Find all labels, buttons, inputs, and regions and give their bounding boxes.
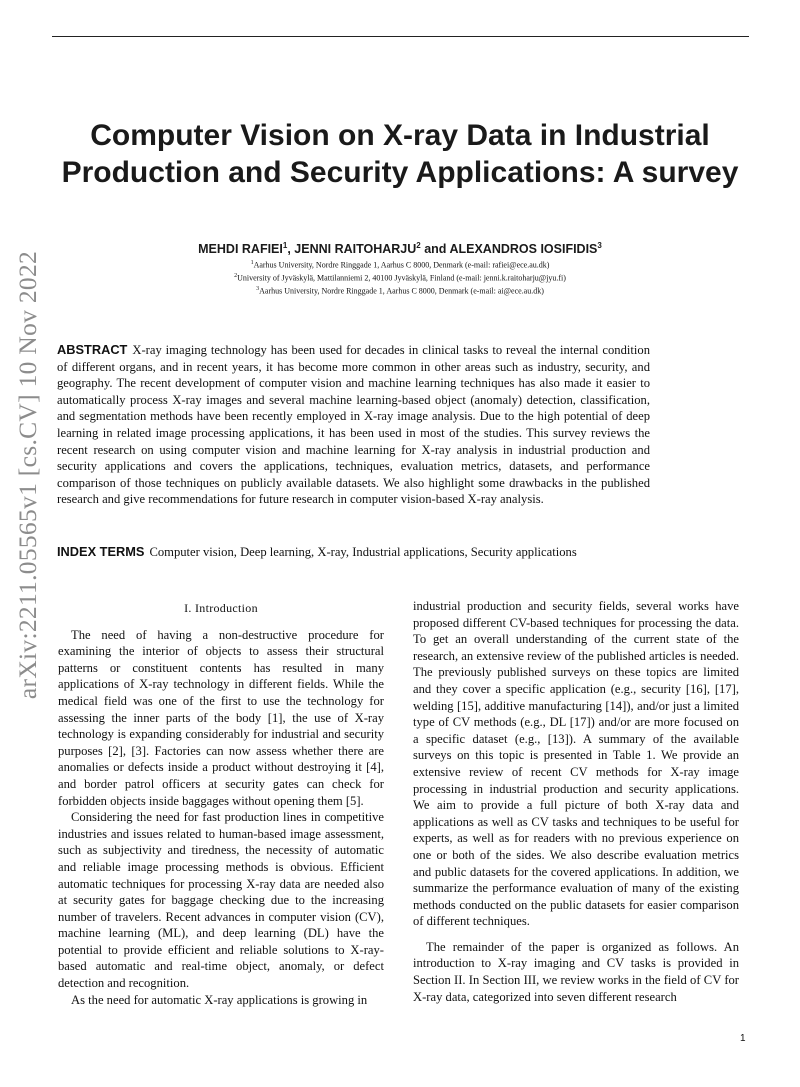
affiliation-text: Aarhus University, Nordre Ringgade 1, Aarhus C 8000, Denmark (e-mail: ai@ece.au.dk) (259, 286, 544, 296)
affiliation-text: University of Jyväskylä, Mattilanniemi 2, 40100 Jyväskylä, Finland (e-mail: jenni.k.raitoharju@jyu.fi) (237, 273, 566, 283)
author-separator: , (287, 242, 295, 257)
arxiv-stamp-text: arXiv:2211.05565v1 [cs.CV] 10 Nov 2022 (13, 250, 43, 700)
author-name: JENNI RAITOHARJU (294, 242, 417, 257)
author-affiliation-mark: 2 (416, 241, 421, 250)
affiliation-mark: 2 (234, 273, 238, 280)
affiliation-list (40, 258, 760, 297)
top-rule (52, 36, 749, 37)
abstract-text: X-ray imaging technology has been used for decades in clinical tasks to reveal the internal condition of different organs, and in recent years, it has become more common in other areas such as industry, security, and geography. The recent development of computer vision and machine learning techniques has also made it easier to automatically process X-ray images and several machine learning-based object (anomaly) detection, classification, and segmentation methods have been recently employed in X-ray image analysis. Due to the high potential of deep learning in related image processing applications, it has been used in most of the studies. This survey reviews the recent research on using computer vision and machine learning for X-ray analysis in industrial production and security applications and covers the applications, techniques, evaluation metrics, datasets, and performance comparison of those techniques on publicly available datasets. We also highlight some drawbacks in the published research and give recommendations for future research in computer vision-based X-ray analysis. (57, 343, 650, 507)
paragraph: Considering the need for fast production lines in competitive industries and issues related to human-based image assessment, such as subjectivity and tiredness, the necessity of automatic and reliable image processing methods is obvious. Efficient automatic techniques for processing X-ray data are needed also at security gates for baggage checking due to the increasing number of travelers. Recent advances in computer vision (CV), machine learning (ML), and deep learning (DL) have the potential to provide efficient and reliable solutions to X-ray-based automatic and real-time object, anomaly, or defect detection and recognition. (58, 810, 384, 991)
paragraph: industrial production and security fields, several works have proposed different CV-based techniques for processing the data. To get an overall understanding of the current state of the research, an extensive review of the published articles is needed. The previously published surveys on these topics are limited and they cover a specific application (e.g., security [16], [17], welding [15], additive manufacturing [14]), and/or just a limited type of CV methods (e.g., DL [17]) and/or are more focused on a specific dataset (e.g., [13]). A summary of the available surveys on this topic is presented in Table 1. We provide an extensive review of recent CV methods for X-ray image processing in industrial production and security applications. We aim to provide a full picture of both X-ray data and applications as well as CV tasks and techniques to be useful for experts, as well as for readers with no previous experience on one or both of the sides. We also describe evaluation metrics and public datasets for the covered applications. In addition, we summarize the performance evaluation of many of the existing methods conducted on the public datasets for easier comparison of different techniques. (413, 599, 739, 929)
affiliation-line (40, 258, 760, 271)
affiliation-text: Aarhus University, Nordre Ringgade 1, Aarhus C 8000, Denmark (e-mail: rafiei@ece.au.dk) (253, 260, 550, 270)
affiliation-line (40, 271, 760, 284)
index-terms-label: INDEX TERMS (57, 544, 145, 559)
author-name: ALEXANDROS IOSIFIDIS (449, 242, 598, 257)
section-heading: I. Introduction (184, 601, 258, 615)
paragraph: The remainder of the paper is organized as follows. An introduction to X-ray imaging and CV tasks is provided in Section II. In Section III, we review works in the field of CV for X-ray data, categorized into seven different research (413, 939, 739, 1004)
right-column (413, 598, 739, 1005)
paragraph-gap (413, 930, 739, 939)
left-column (58, 600, 384, 1008)
index-terms-text: Computer vision, Deep learning, X-ray, Industrial applications, Security applications (149, 545, 577, 559)
affiliation-mark: 3 (256, 286, 260, 293)
author-affiliation-mark: 1 (282, 241, 288, 250)
paragraph: As the need for automatic X-ray applications is growing in (71, 992, 368, 1007)
page-number: 1 (740, 1033, 746, 1044)
affiliation-mark: 1 (250, 260, 254, 266)
author-affiliation-mark: 3 (597, 241, 602, 250)
affiliation-line (40, 284, 760, 297)
abstract (57, 342, 650, 508)
abstract-label: ABSTRACT (57, 342, 128, 357)
author-separator: and (420, 242, 450, 257)
arxiv-stamp (8, 250, 48, 700)
paper-title: Computer Vision on X-ray Data in Industrial Production and Security Applications: A survey (61, 119, 739, 189)
author-list (40, 241, 760, 256)
author-name: MEHDI RAFIEI (198, 242, 283, 257)
paragraph: The need of having a non-destructive procedure for examining the interior of objects to assess their structural patterns or constituent contents has resulted in many applications of X-ray technology in different fields. While the medical field was one of the first to use the technology for assessing the inner parts of the body [1], the use of X-ray technology is expanding considerably for industrial and security purposes [2], [3]. Factories can now assess whether there are anomalies or defects inside a product without destroying it [4], and border patrol officers at security gates can check for forbidden objects inside baggages without opening them [5]. (58, 627, 384, 808)
index-terms (57, 544, 697, 560)
